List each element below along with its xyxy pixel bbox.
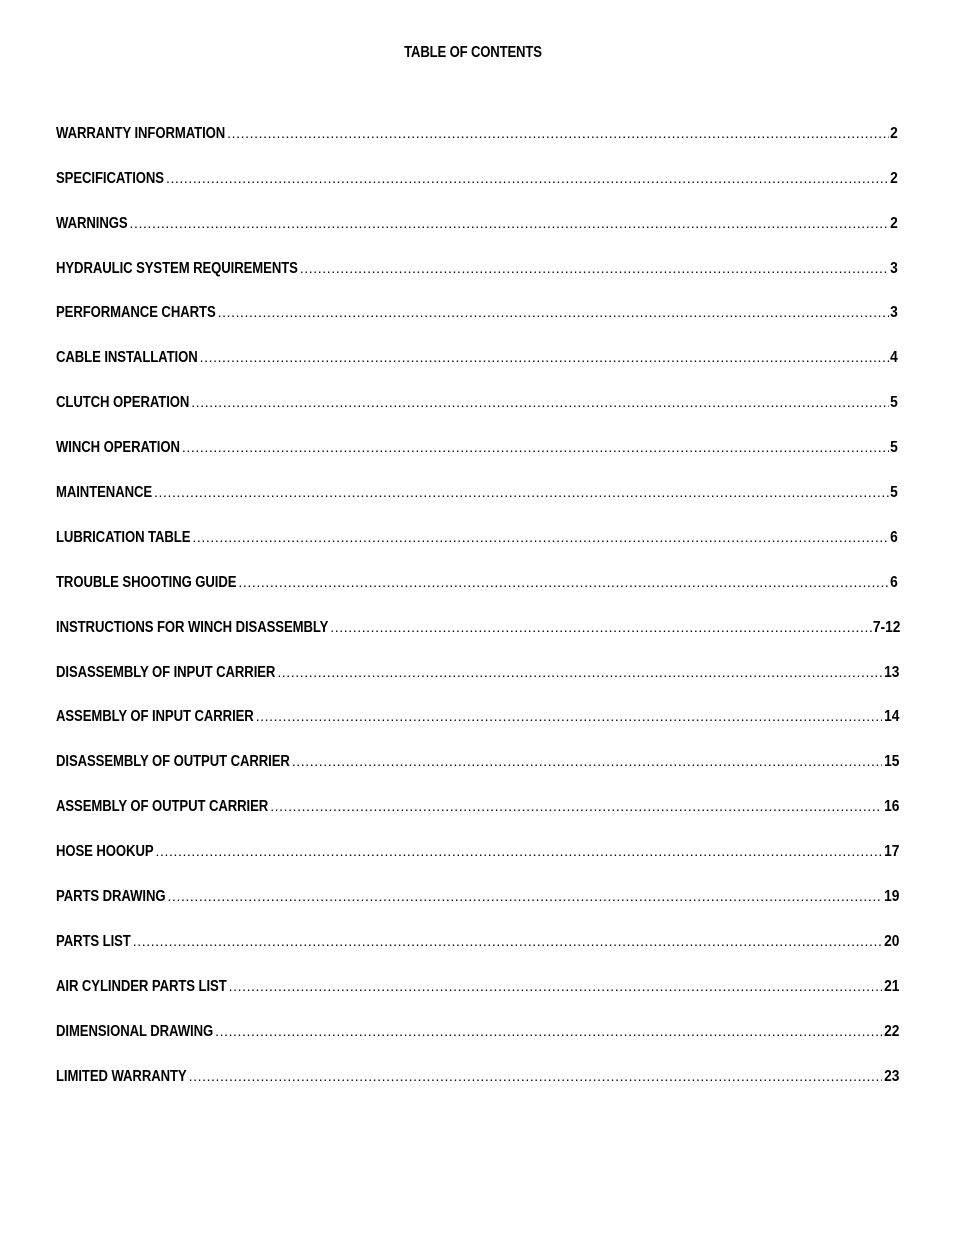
toc-entry[interactable] [56, 862, 900, 907]
toc-entry[interactable] [56, 503, 897, 548]
toc-leader-dots [192, 528, 888, 546]
toc-leader-dots [330, 618, 872, 636]
toc-entry-page: 3 [890, 304, 899, 322]
toc-title: TABLE OF CONTENTS [404, 44, 542, 61]
toc-entry-page: 6 [890, 528, 899, 546]
toc-entry[interactable] [56, 189, 897, 234]
toc-entry-label: LUBRICATION TABLE [56, 528, 191, 546]
toc-leader-dots [238, 573, 888, 591]
toc-leader-dots [189, 1067, 883, 1085]
toc-entry-page: 2 [890, 214, 899, 232]
toc-leader-dots [218, 303, 889, 321]
toc-entry-label: HOSE HOOKUP [56, 843, 154, 861]
toc-leader-dots [256, 707, 883, 725]
toc-leader-dots [156, 842, 883, 860]
toc-leader-dots [277, 663, 882, 681]
toc-entry-label: PARTS DRAWING [56, 888, 166, 906]
toc-entry-page: 5 [890, 394, 899, 412]
toc-entry-page: 15 [883, 753, 900, 771]
toc-leader-dots [167, 887, 882, 905]
toc-entry[interactable] [56, 727, 900, 772]
toc-leader-dots [133, 932, 883, 950]
toc-entry[interactable] [56, 279, 897, 324]
toc-entry[interactable] [56, 683, 900, 728]
toc-entry-page: 2 [890, 124, 899, 142]
toc-leader-dots [200, 348, 889, 366]
toc-entry[interactable] [56, 323, 897, 368]
toc-entry-page: 17 [883, 843, 900, 861]
toc-leader-dots [191, 393, 888, 411]
toc-entry-page: 13 [883, 663, 900, 681]
toc-leader-dots [130, 214, 889, 232]
toc-leader-dots [215, 1022, 882, 1040]
toc-entry[interactable] [56, 548, 897, 593]
toc-entry-label: DISASSEMBLY OF INPUT CARRIER [56, 663, 276, 681]
toc-entry-label: SPECIFICATIONS [56, 169, 164, 187]
toc-entry-page: 5 [890, 439, 899, 457]
toc-entry-page: 14 [883, 708, 900, 726]
toc-entry-label: WARNINGS [56, 214, 128, 232]
toc-leader-dots [227, 124, 889, 142]
toc-entry[interactable] [56, 368, 897, 413]
toc-entry-page: 21 [883, 977, 900, 995]
toc-entry-page: 22 [883, 1022, 900, 1040]
toc-entry-label: CABLE INSTALLATION [56, 349, 198, 367]
toc-leader-dots [300, 259, 889, 277]
toc-entry-label: DIMENSIONAL DRAWING [56, 1022, 214, 1040]
toc-leader-dots [229, 977, 883, 995]
toc-entry-label: PARTS LIST [56, 932, 131, 950]
toc-leader-dots [292, 752, 883, 770]
toc-leader-dots [154, 483, 889, 501]
toc-entry-label: WARRANTY INFORMATION [56, 124, 226, 142]
toc-entry-page: 19 [883, 888, 900, 906]
toc-entry-label: ASSEMBLY OF INPUT CARRIER [56, 708, 254, 726]
toc-entry[interactable] [56, 817, 900, 862]
toc-entry[interactable] [56, 907, 900, 952]
toc-entry-page: 4 [890, 349, 899, 367]
toc-entry-page: 23 [883, 1067, 900, 1085]
toc-leader-dots [166, 169, 889, 187]
toc-entry[interactable] [56, 144, 897, 189]
toc-entry[interactable] [56, 1042, 900, 1087]
toc-entry[interactable] [56, 413, 897, 458]
toc-entry[interactable] [56, 234, 897, 279]
toc-entry[interactable] [56, 593, 901, 638]
toc-leader-dots [270, 797, 882, 815]
toc-entry[interactable] [56, 952, 900, 997]
toc-leader-dots [182, 438, 889, 456]
toc-entry-page: 20 [883, 932, 900, 950]
toc-entry-label: PERFORMANCE CHARTS [56, 304, 216, 322]
toc-entry-label: LIMITED WARRANTY [56, 1067, 187, 1085]
toc-entry[interactable] [56, 458, 897, 503]
toc-entry[interactable] [56, 638, 900, 683]
toc-entry[interactable] [56, 997, 900, 1042]
toc-entry-label: WINCH OPERATION [56, 439, 180, 457]
toc-list [56, 99, 901, 1087]
toc-entry-label: MAINTENANCE [56, 484, 153, 502]
toc-entry-label: HYDRAULIC SYSTEM REQUIREMENTS [56, 259, 298, 277]
toc-entry[interactable] [56, 99, 897, 144]
toc-entry-label: ASSEMBLY OF OUTPUT CARRIER [56, 798, 269, 816]
toc-entry-label: AIR CYLINDER PARTS LIST [56, 977, 227, 995]
toc-entry-page: 2 [890, 169, 899, 187]
toc-entry-page: 16 [883, 798, 900, 816]
toc-entry-label: INSTRUCTIONS FOR WINCH DISASSEMBLY [56, 618, 329, 636]
toc-entry-label: TROUBLE SHOOTING GUIDE [56, 573, 237, 591]
toc-entry-page: 3 [890, 259, 899, 277]
toc-entry-page: 7-12 [873, 618, 901, 636]
toc-entry-page: 5 [890, 484, 899, 502]
toc-entry-label: DISASSEMBLY OF OUTPUT CARRIER [56, 753, 290, 771]
toc-entry-page: 6 [890, 573, 899, 591]
toc-entry[interactable] [56, 772, 900, 817]
toc-entry-label: CLUTCH OPERATION [56, 394, 190, 412]
